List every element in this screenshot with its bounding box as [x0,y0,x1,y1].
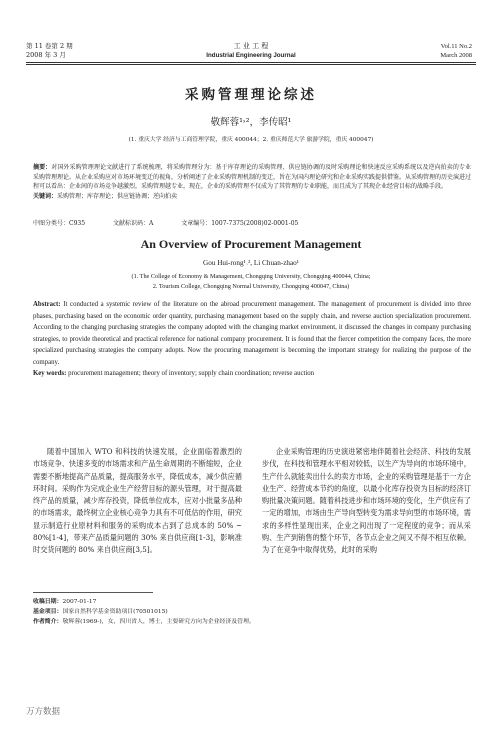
received-date: 收稿日期：2007-01-17 [33,598,97,605]
abstract-en-text: It conducted a systemic review of the literature on the abroad procurement management. The management of procurement is divided into three phases, purchasing based on the economic order quantity, purchasing management based on the supply chain, and reverse auction specialization procurement. According to the changing purchasing strategies the company adopted with the changing market environment, it discussed the changes in company purchasing strategies, to provide theoretical and practical reference for national company procurement. It is found that the fiercer competition the company faces, the more specialized purchasing strategies the company adopts. Now the procuring management is becoming the important strategy for realizing the purpose of the company. [33,301,471,366]
volume-issue-en: Vol.11 No.2 [440,43,472,50]
abstract-zh-label: 摘要： [33,164,52,171]
authors-zh: 敬辉蓉¹˒²，李传昭¹ [210,117,292,128]
abstract-en-label: Abstract: [33,301,61,308]
volume-issue: 第 11 卷第 2 期 [26,42,73,50]
keywords-en-text: procurement management; theory of inventory; supply chain coordination; reverse auction [68,370,315,377]
keywords-zh-label: 关键词： [33,192,58,200]
abstract-en [33,299,471,380]
body-column-right: 企业采购管理的历史演进紧密地伴随着社会经济、科技的发展步伐，在科技和管理水平相对较低，以生产为导向的市场环境中，生产什么就能卖出什么的卖方市场，企业的采购管理是基于一方企业生产、经营成本节约的角度，以最小化库存投资为目标的经济订购批量决策问题。随着科技进步和市场环境的变化，生产供应有了一定的增加，市场由生产导向型转变为需求导向型的市场环境，需求的多样性显现出来，企业之间出现了一定程度的竞争；而从采购、生产到销售的整个环节，各节点企业之间又不得不相互依赖。为了在竞争中取得优势，此时的采购 [262,447,471,555]
article-number: 文章编号：1007-7375(2008)02-0001-05 [181,220,299,227]
affiliation-en-1: (1. The College of Economy & Management, Chongqing University, Chongqing 400044, China; [131,273,371,280]
header-rule-thin [26,64,476,65]
author-bio: 作者简介：敬辉蓉(1969-)，女，四川省人，博士，主要研究方向为企业经济及管理。 [33,618,255,625]
footnotes [33,597,471,627]
classification-info [33,219,471,229]
journal-name-en: Industrial Engineering Journal [206,52,296,59]
affiliation-en [0,272,502,291]
affiliation-en-2: 2. Tourism College, Chongqing Normal University, Chongqing 400047, China) [152,282,350,290]
body-column-left: 随着中国加入 WTO 和科技的快速发展，企业面临着激烈的市场竞争、快速多变的市场需求和产品生命周期的不断缩短，企业需要不断地提高产品质量，提高服务水平，降低成本，减少供应循环时间。采购作为完成企业生产经营目标的源头管理，对于提高最终产品的质量，减少库存投资，降低单位成本，应对小批量多品种的市场需求，最终树立企业核心竞争力具有不可低估的作用，研究显示制造行业原材料和服务的采购成本占到了总成本的 50% ~ 80%[1-4]，带来产品质量问题的 30% 来自供应商[1-3]，影响准时交货问题的 80% 来自供应商[3,5]。 [33,447,242,555]
header-rule [26,62,476,63]
abstract-zh-text: 对国外采购管理理论文献进行了系统梳理，将采购管理分为：基于库存理论的采购管理、供应链协调的及时采购理论和快速反应采购系统以及逆向拍卖的专业采购管理理论。从企业采购应对市场环境变迁的视角，分析阐述了企业采购管理机制的变迁，旨在为国内理论研究和企业采购实践提供借鉴。从采购管理的历史演进过程可以看出：企业间的市场竞争越激烈，采购管理越专业。现在，企业的采购管理不仅成为了其管理的专业职能，而且成为了其现企业经营目标的战略手段。 [33,164,472,190]
abstract-zh [33,163,471,201]
clc-number: 中图分类号：C935 [33,220,86,227]
watermark: 万方数据 [26,707,61,717]
footnote-rule [33,592,153,593]
fund-info: 基金项目：国家自然科学基金资助项目(70501015) [33,608,168,615]
journal-name-zh: 工 业 工 程 [233,42,269,50]
document-code: 文献标识码：A [112,220,154,227]
keywords-zh-text: 采购管理；库存理论；供应链协调；逆向拍卖 [57,192,178,200]
publication-date: 2008 年 3 月 [26,51,66,59]
keywords-en-label: Key words: [33,370,67,377]
authors-en: Gou Hui-rong¹˒², Li Chuan-zhao¹ [203,259,299,267]
journal-name [0,42,502,60]
paper-title-en: An Overview of Procurement Management [140,237,362,251]
header-right [440,42,472,60]
publication-date-en: March 2008 [440,52,472,59]
paper-title-zh: 采购管理理论综述 [185,87,317,103]
affiliation-zh: (1. 重庆大学 经济与工商管理学院，重庆 400044；2. 重庆师范大学 旅游学院，重庆 400047) [128,137,374,143]
